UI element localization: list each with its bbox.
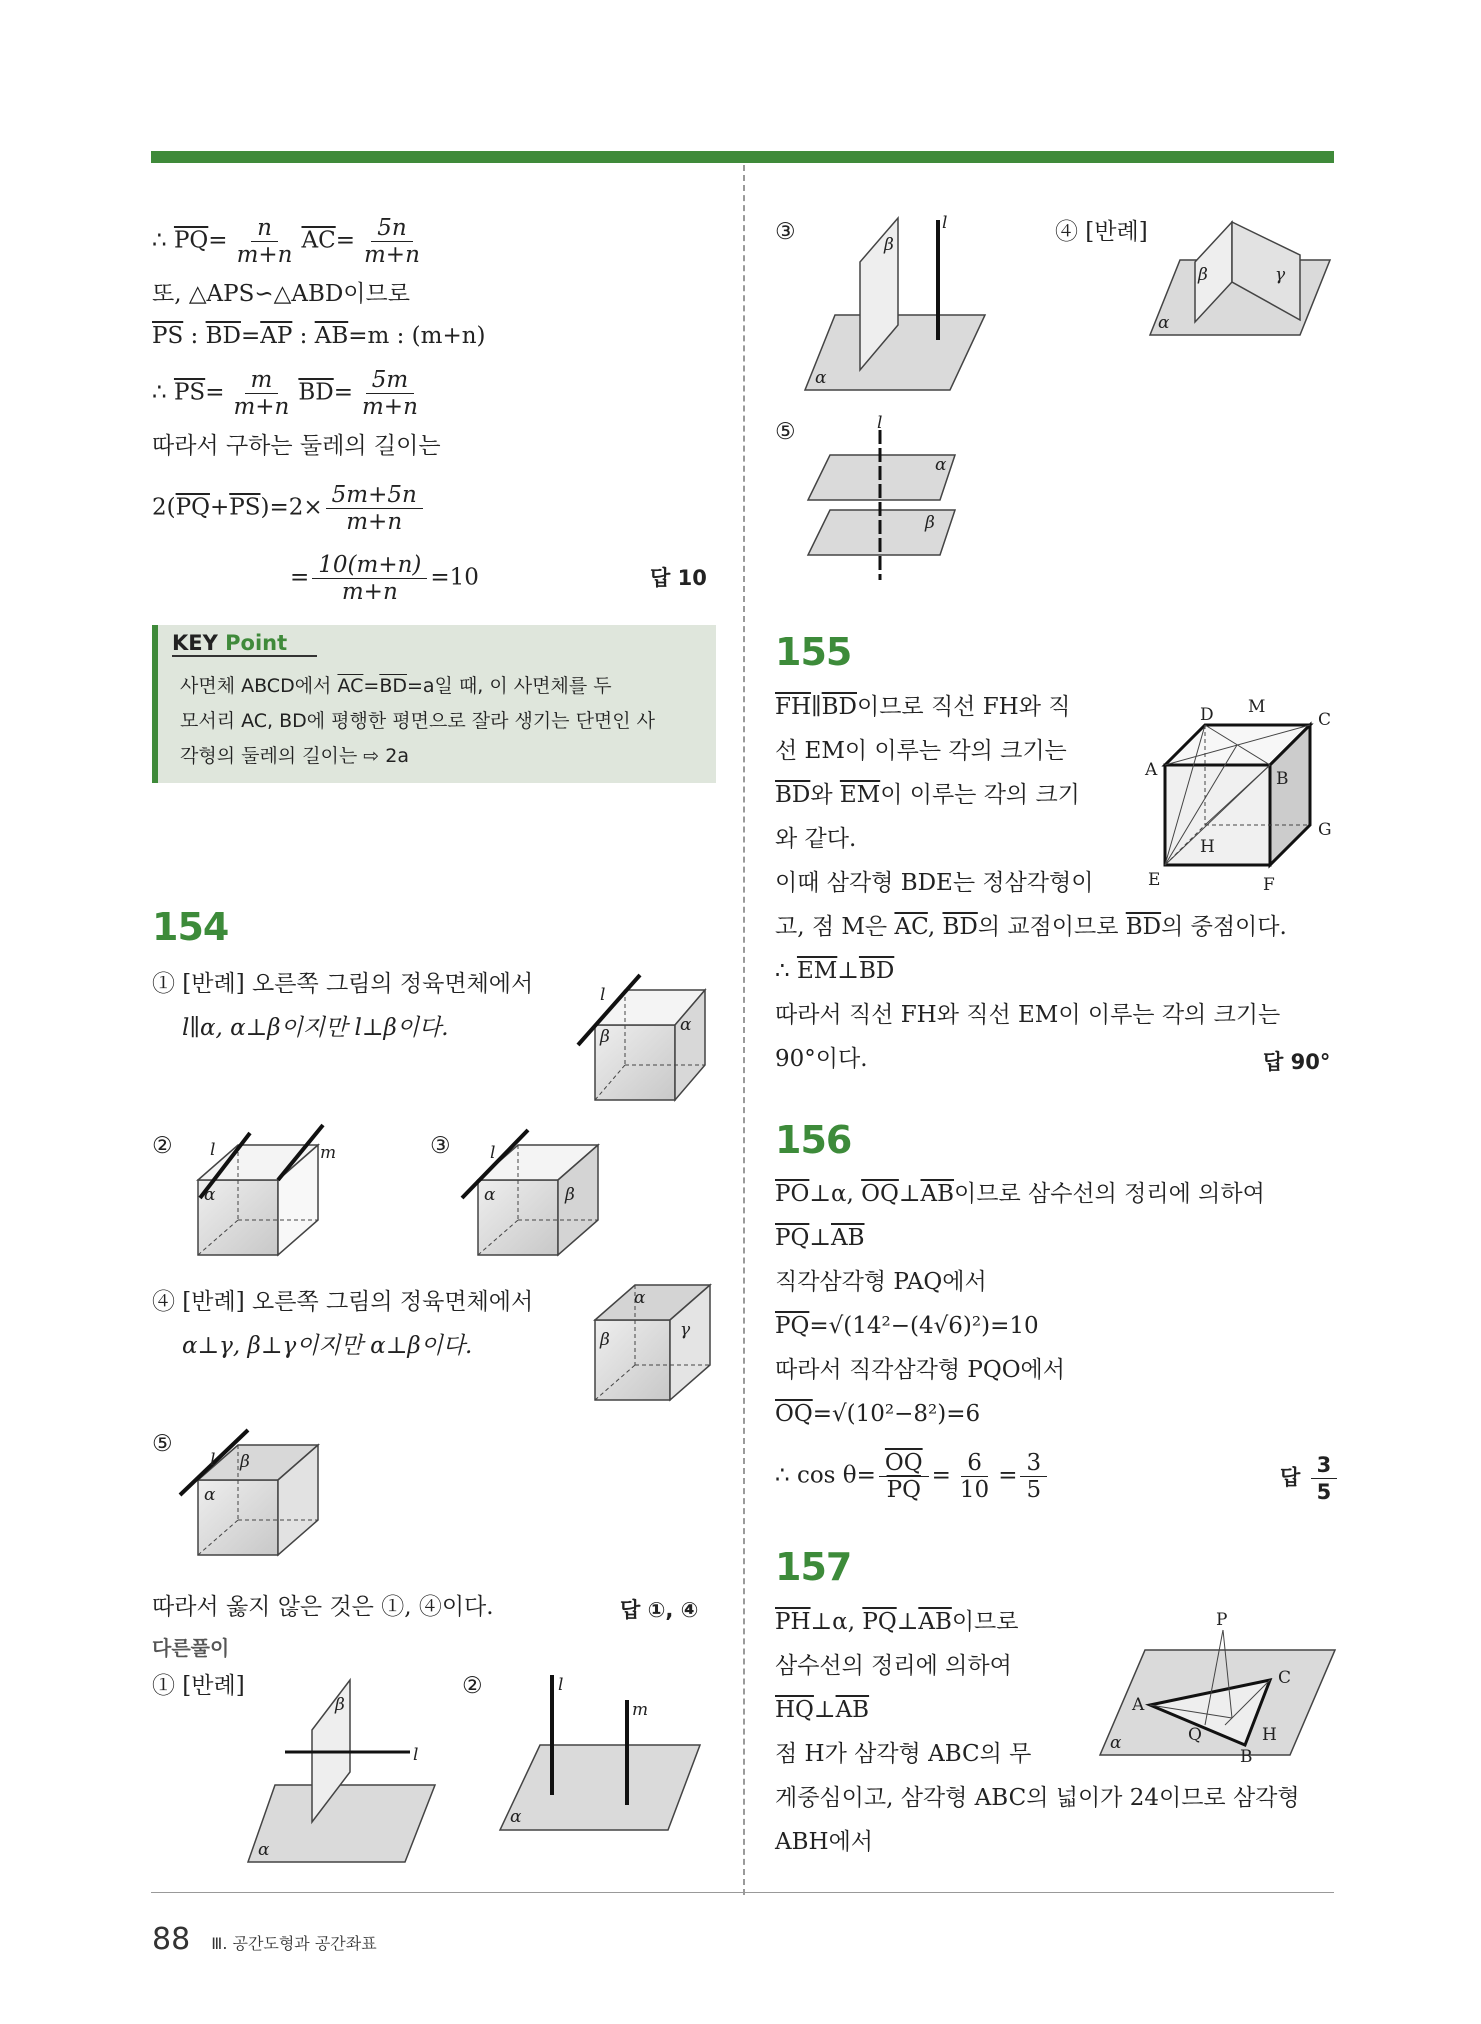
fraction: $\frac{10(m+n)}{m+n}$ bbox=[312, 552, 427, 605]
footer-rule bbox=[151, 1892, 1334, 1893]
fraction: $\frac{n}{m+n}$ bbox=[236, 215, 293, 268]
fraction: $\frac{5m}{m+n}$ bbox=[362, 367, 418, 420]
svg-text:α: α bbox=[510, 1807, 522, 1827]
svg-text:β: β bbox=[240, 1452, 250, 1472]
text-line: 따라서 직각삼각형 PQO에서 bbox=[775, 1357, 1065, 1383]
svg-text:α: α bbox=[815, 368, 827, 388]
text-line: 이때 삼각형 BDE는 정삼각형이 bbox=[775, 870, 1094, 896]
svg-text:l: l bbox=[558, 1675, 564, 1695]
svg-text:β: β bbox=[1198, 265, 1208, 285]
conclusion: 따라서 옳지 않은 것은 ①, ④이다. bbox=[152, 1594, 494, 1620]
text-line: 와 같다. bbox=[775, 826, 857, 852]
answer-154: 답 ①, ④ bbox=[620, 1598, 699, 1622]
svg-text:α: α bbox=[680, 1015, 692, 1035]
text-line: $\overline{HQ}\perp\overline{AB}$ bbox=[775, 1697, 870, 1723]
plane-figure-3 bbox=[805, 213, 985, 390]
svg-text:m: m bbox=[320, 1143, 337, 1163]
text-line: 또, △APS∽△ABD이므로 bbox=[152, 281, 410, 307]
answer-153: 답 10 bbox=[650, 566, 707, 590]
text-line: $\overline{OQ}=√(10^2-8^2)=6$ bbox=[775, 1401, 981, 1427]
svg-text:l: l bbox=[877, 413, 883, 433]
page-number: 88 bbox=[152, 1922, 191, 1957]
svg-text:α: α bbox=[935, 455, 947, 475]
text-line: ∴ $\overline{EM}\perp\overline{BD}$ bbox=[775, 958, 895, 984]
statement-1b: l∥α, α⊥β이지만 l⊥β이다. bbox=[182, 1015, 449, 1041]
footer bbox=[152, 1922, 377, 1957]
chapter-title: Ⅲ. 공간도형과 공간좌표 bbox=[211, 1934, 377, 1953]
svg-text:l: l bbox=[210, 1140, 216, 1160]
statement-4b: α⊥γ, β⊥γ이지만 α⊥β이다. bbox=[182, 1333, 473, 1359]
text-line: 90°이다. bbox=[775, 1046, 868, 1072]
text-line: 따라서 직선 FH와 직선 EM이 이루는 각의 크기는 bbox=[775, 1002, 1281, 1028]
fraction: $\frac{\overline{OQ}}{PQ}$ bbox=[879, 1450, 929, 1503]
text-line: 따라서 구하는 둘레의 길이는 bbox=[152, 433, 441, 459]
svg-text:α: α bbox=[204, 1185, 216, 1205]
choice-3-right: ③ bbox=[775, 219, 796, 245]
key-point-text: 사면체 ABCD에서 $\overline{AC}=\overline{BD}=a$일 때, 이 사면체를 두 모서리 AC, BD에 평행한 평면으로 잘라 생기는 단면인 사 각형의 둘레의 길이는 ⇨ 2a bbox=[180, 675, 656, 767]
choice-3: ③ bbox=[430, 1133, 451, 1159]
svg-text:β: β bbox=[600, 1027, 610, 1047]
text-line: 점 H가 삼각형 ABC의 무 bbox=[775, 1741, 1032, 1767]
cube-figure-155 bbox=[1144, 697, 1332, 895]
svg-text:β: β bbox=[884, 235, 894, 255]
statement-4: ④ [반례] 오른쪽 그림의 정육면체에서 bbox=[152, 1289, 534, 1315]
svg-text:H: H bbox=[1262, 1725, 1277, 1745]
svg-text:α: α bbox=[1158, 313, 1170, 333]
svg-text:γ: γ bbox=[1275, 265, 1286, 285]
text-line: 선 EM이 이루는 각의 크기는 bbox=[775, 738, 1067, 764]
text-line: 고, 점 M은 $\overline{AC}$, $\overline{BD}$의 교점이므로 $\overline{BD}$의 중점이다. bbox=[775, 914, 1287, 940]
problem-number: 154 bbox=[152, 905, 229, 949]
text-line: $\overline{PQ}\perp\overline{AB}$ bbox=[775, 1225, 865, 1251]
svg-text:M: M bbox=[1248, 697, 1266, 717]
text-line: $\overline{BD}$와 $\overline{EM}$이 이루는 각의 크기 bbox=[775, 782, 1080, 808]
svg-text:α: α bbox=[258, 1840, 270, 1860]
svg-text:E: E bbox=[1148, 870, 1161, 890]
choice-4-right: ④ [반례] bbox=[1055, 219, 1148, 245]
perimeter-eq-2: = $\frac{10(m+n)}{m+n}$ =10 bbox=[290, 552, 479, 605]
problem-number: 156 bbox=[775, 1118, 852, 1162]
svg-text:β: β bbox=[335, 1695, 345, 1715]
svg-text:A: A bbox=[1132, 1695, 1145, 1715]
text-line: 삼수선의 정리에 의하여 bbox=[775, 1653, 1012, 1679]
svg-text:C: C bbox=[1278, 1668, 1292, 1688]
svg-text:l: l bbox=[490, 1143, 496, 1163]
svg-text:l: l bbox=[210, 1450, 216, 1470]
text-line: 직각삼각형 PAQ에서 bbox=[775, 1269, 987, 1295]
svg-text:m: m bbox=[632, 1700, 649, 1720]
svg-text:α: α bbox=[634, 1288, 646, 1308]
eq-pq: ∴ $\overline{PQ}=$ $\frac{n}{m+n}$ $\overline{AC}=$ $\frac{5n}{m+n}$ bbox=[152, 215, 429, 268]
fraction: $\frac{3}{5}$ bbox=[1020, 1450, 1047, 1503]
text-line: 게중심이고, 삼각형 ABC의 넓이가 24이므로 삼각형 bbox=[775, 1785, 1300, 1811]
svg-text:l: l bbox=[942, 213, 948, 233]
text-line: $\overline{PQ}=√(14^2-(4√6)^2)=10$ bbox=[775, 1313, 1039, 1339]
plane-figure-4 bbox=[1150, 222, 1330, 335]
eq-ps: ∴ $\overline{PS}=$ $\frac{m}{m+n}$ $\overline{BD}=$ $\frac{5m}{m+n}$ bbox=[152, 367, 427, 420]
choice-2: ② bbox=[152, 1133, 173, 1159]
svg-text:α: α bbox=[1110, 1733, 1122, 1753]
svg-text:α: α bbox=[204, 1485, 216, 1505]
svg-text:P: P bbox=[1216, 1610, 1228, 1630]
svg-text:B: B bbox=[1240, 1747, 1253, 1767]
answer-155: 답 90° bbox=[1263, 1050, 1331, 1074]
plane-figure-5 bbox=[808, 413, 955, 580]
fraction: $\frac{5m+5n}{m+n}$ bbox=[326, 482, 423, 535]
svg-text:B: B bbox=[1276, 769, 1289, 789]
perimeter-eq: $2(\overline{PQ}+\overline{PS})=2\times$ $\frac{5m+5n}{m+n}$ bbox=[152, 482, 426, 535]
cos-eq: ∴ cos θ= $\frac{\overline{OQ}}{PQ}$ = $\frac{6}{10}$ = $\frac{3}{5}$ bbox=[775, 1450, 1050, 1503]
svg-text:Q: Q bbox=[1188, 1725, 1202, 1745]
svg-text:D: D bbox=[1200, 705, 1214, 725]
plane-figure-157 bbox=[1100, 1610, 1335, 1767]
key-point-title: KEY Point bbox=[172, 631, 317, 657]
svg-text:l: l bbox=[600, 985, 606, 1005]
choice-5-right: ⑤ bbox=[775, 419, 796, 445]
fraction: $\frac{5n}{m+n}$ bbox=[363, 215, 420, 268]
svg-text:α: α bbox=[484, 1185, 496, 1205]
svg-text:C: C bbox=[1318, 710, 1332, 730]
alt-2: ② bbox=[462, 1673, 483, 1699]
fraction: $\frac{3}{5}$ bbox=[1311, 1452, 1338, 1505]
ratio-line: $\overline{PS}$ : $\overline{BD}=\overline{AP}$ : $\overline{AB}=m$ : (m+n) bbox=[152, 323, 486, 349]
alt-solution-label: 다른풀이 bbox=[152, 1636, 230, 1660]
problem-number: 157 bbox=[775, 1545, 852, 1589]
svg-text:G: G bbox=[1318, 820, 1332, 840]
answer-156: 답 $\frac{3}{5}$ bbox=[1280, 1452, 1340, 1505]
text-line: $\overline{FH}\parallel\overline{BD}$이므로 직선 FH와 직 bbox=[775, 694, 1071, 720]
choice-5: ⑤ bbox=[152, 1431, 173, 1457]
svg-text:β: β bbox=[565, 1185, 575, 1205]
problem-number: 155 bbox=[775, 630, 852, 674]
fraction: $\frac{m}{m+n}$ bbox=[233, 367, 290, 420]
alt-1: ① [반례] bbox=[152, 1673, 245, 1699]
svg-text:F: F bbox=[1263, 875, 1275, 895]
svg-text:A: A bbox=[1145, 760, 1158, 780]
text-line: ABH에서 bbox=[775, 1829, 874, 1855]
fraction: $\frac{6}{10}$ bbox=[959, 1450, 990, 1503]
svg-text:β: β bbox=[925, 513, 935, 533]
svg-text:β: β bbox=[600, 1330, 610, 1350]
statement-1: ① [반례] 오른쪽 그림의 정육면체에서 bbox=[152, 971, 534, 997]
text-line: $\overline{PH}\perp\alpha$, $\overline{PQ}\perp\overline{AB}$이므로 bbox=[775, 1609, 1019, 1635]
svg-text:γ: γ bbox=[680, 1320, 691, 1340]
svg-text:H: H bbox=[1200, 837, 1215, 857]
svg-text:l: l bbox=[413, 1745, 419, 1765]
text-line: $\overline{PO}\perp\alpha$, $\overline{OQ}\perp\overline{AB}$이므로 삼수선의 정리에 의하여 bbox=[775, 1181, 1265, 1207]
